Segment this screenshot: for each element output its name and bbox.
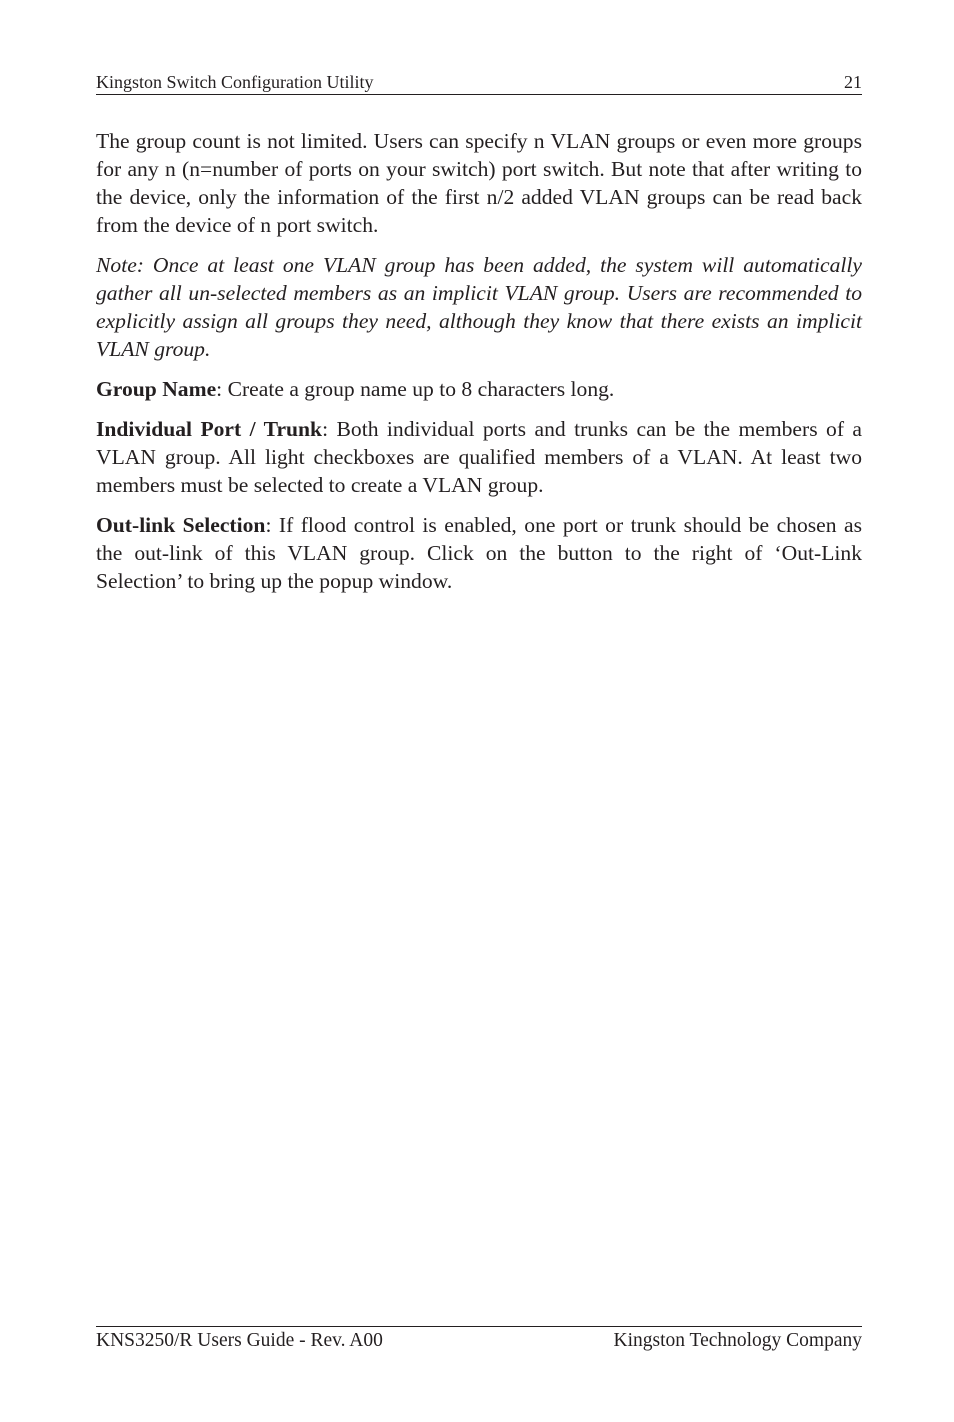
term-individual-port: Individual Port / Trunk	[96, 417, 323, 441]
footer-guide-title: KNS3250/R Users Guide - Rev. A00	[96, 1330, 383, 1351]
note-paragraph: Note: Once at least one VLAN group has been added, the system will automatically gather all un-selected members as an implicit VLAN group. Users are recommended to explicitly assign all groups they need, although they know that there exists an implicit VLAN group.	[96, 253, 862, 361]
page-number: 21	[844, 72, 862, 92]
description-group-name: : Create a group name up to 8 characters long.	[216, 377, 615, 401]
paragraph-individual-port	[96, 415, 862, 499]
paragraph-outlink-selection	[96, 511, 862, 595]
paragraph-group-count: The group count is not limited. Users can specify n VLAN groups or even more groups for any n (n=number of ports on your switch) port switch. But note that after writing to the device, only the information of the first n/2 added VLAN groups can be read back from the device of n port switch.	[96, 129, 862, 237]
document-title: Kingston Switch Configuration Utility	[96, 72, 374, 92]
description-individual-port: : Both individual ports and trunks can be the members of a VLAN group. All light checkboxes are qualified members of a VLAN. At least two members must be selected to create a VLAN group.	[96, 417, 863, 497]
term-group-name: Group Name	[96, 377, 217, 401]
page-footer	[96, 1326, 862, 1351]
description-outlink-selection: : If flood control is enabled, one port or trunk should be chosen as the out-link of this VLAN group. Click on the button to the right of ‘Out-Link Selection’ to bring up the popup window.	[96, 513, 862, 593]
footer-company: Kingston Technology Company	[613, 1330, 862, 1351]
term-outlink-selection: Out-link Selection	[96, 513, 266, 537]
page-header	[96, 71, 862, 95]
page-content	[96, 127, 862, 607]
paragraph-group-name	[96, 375, 862, 403]
